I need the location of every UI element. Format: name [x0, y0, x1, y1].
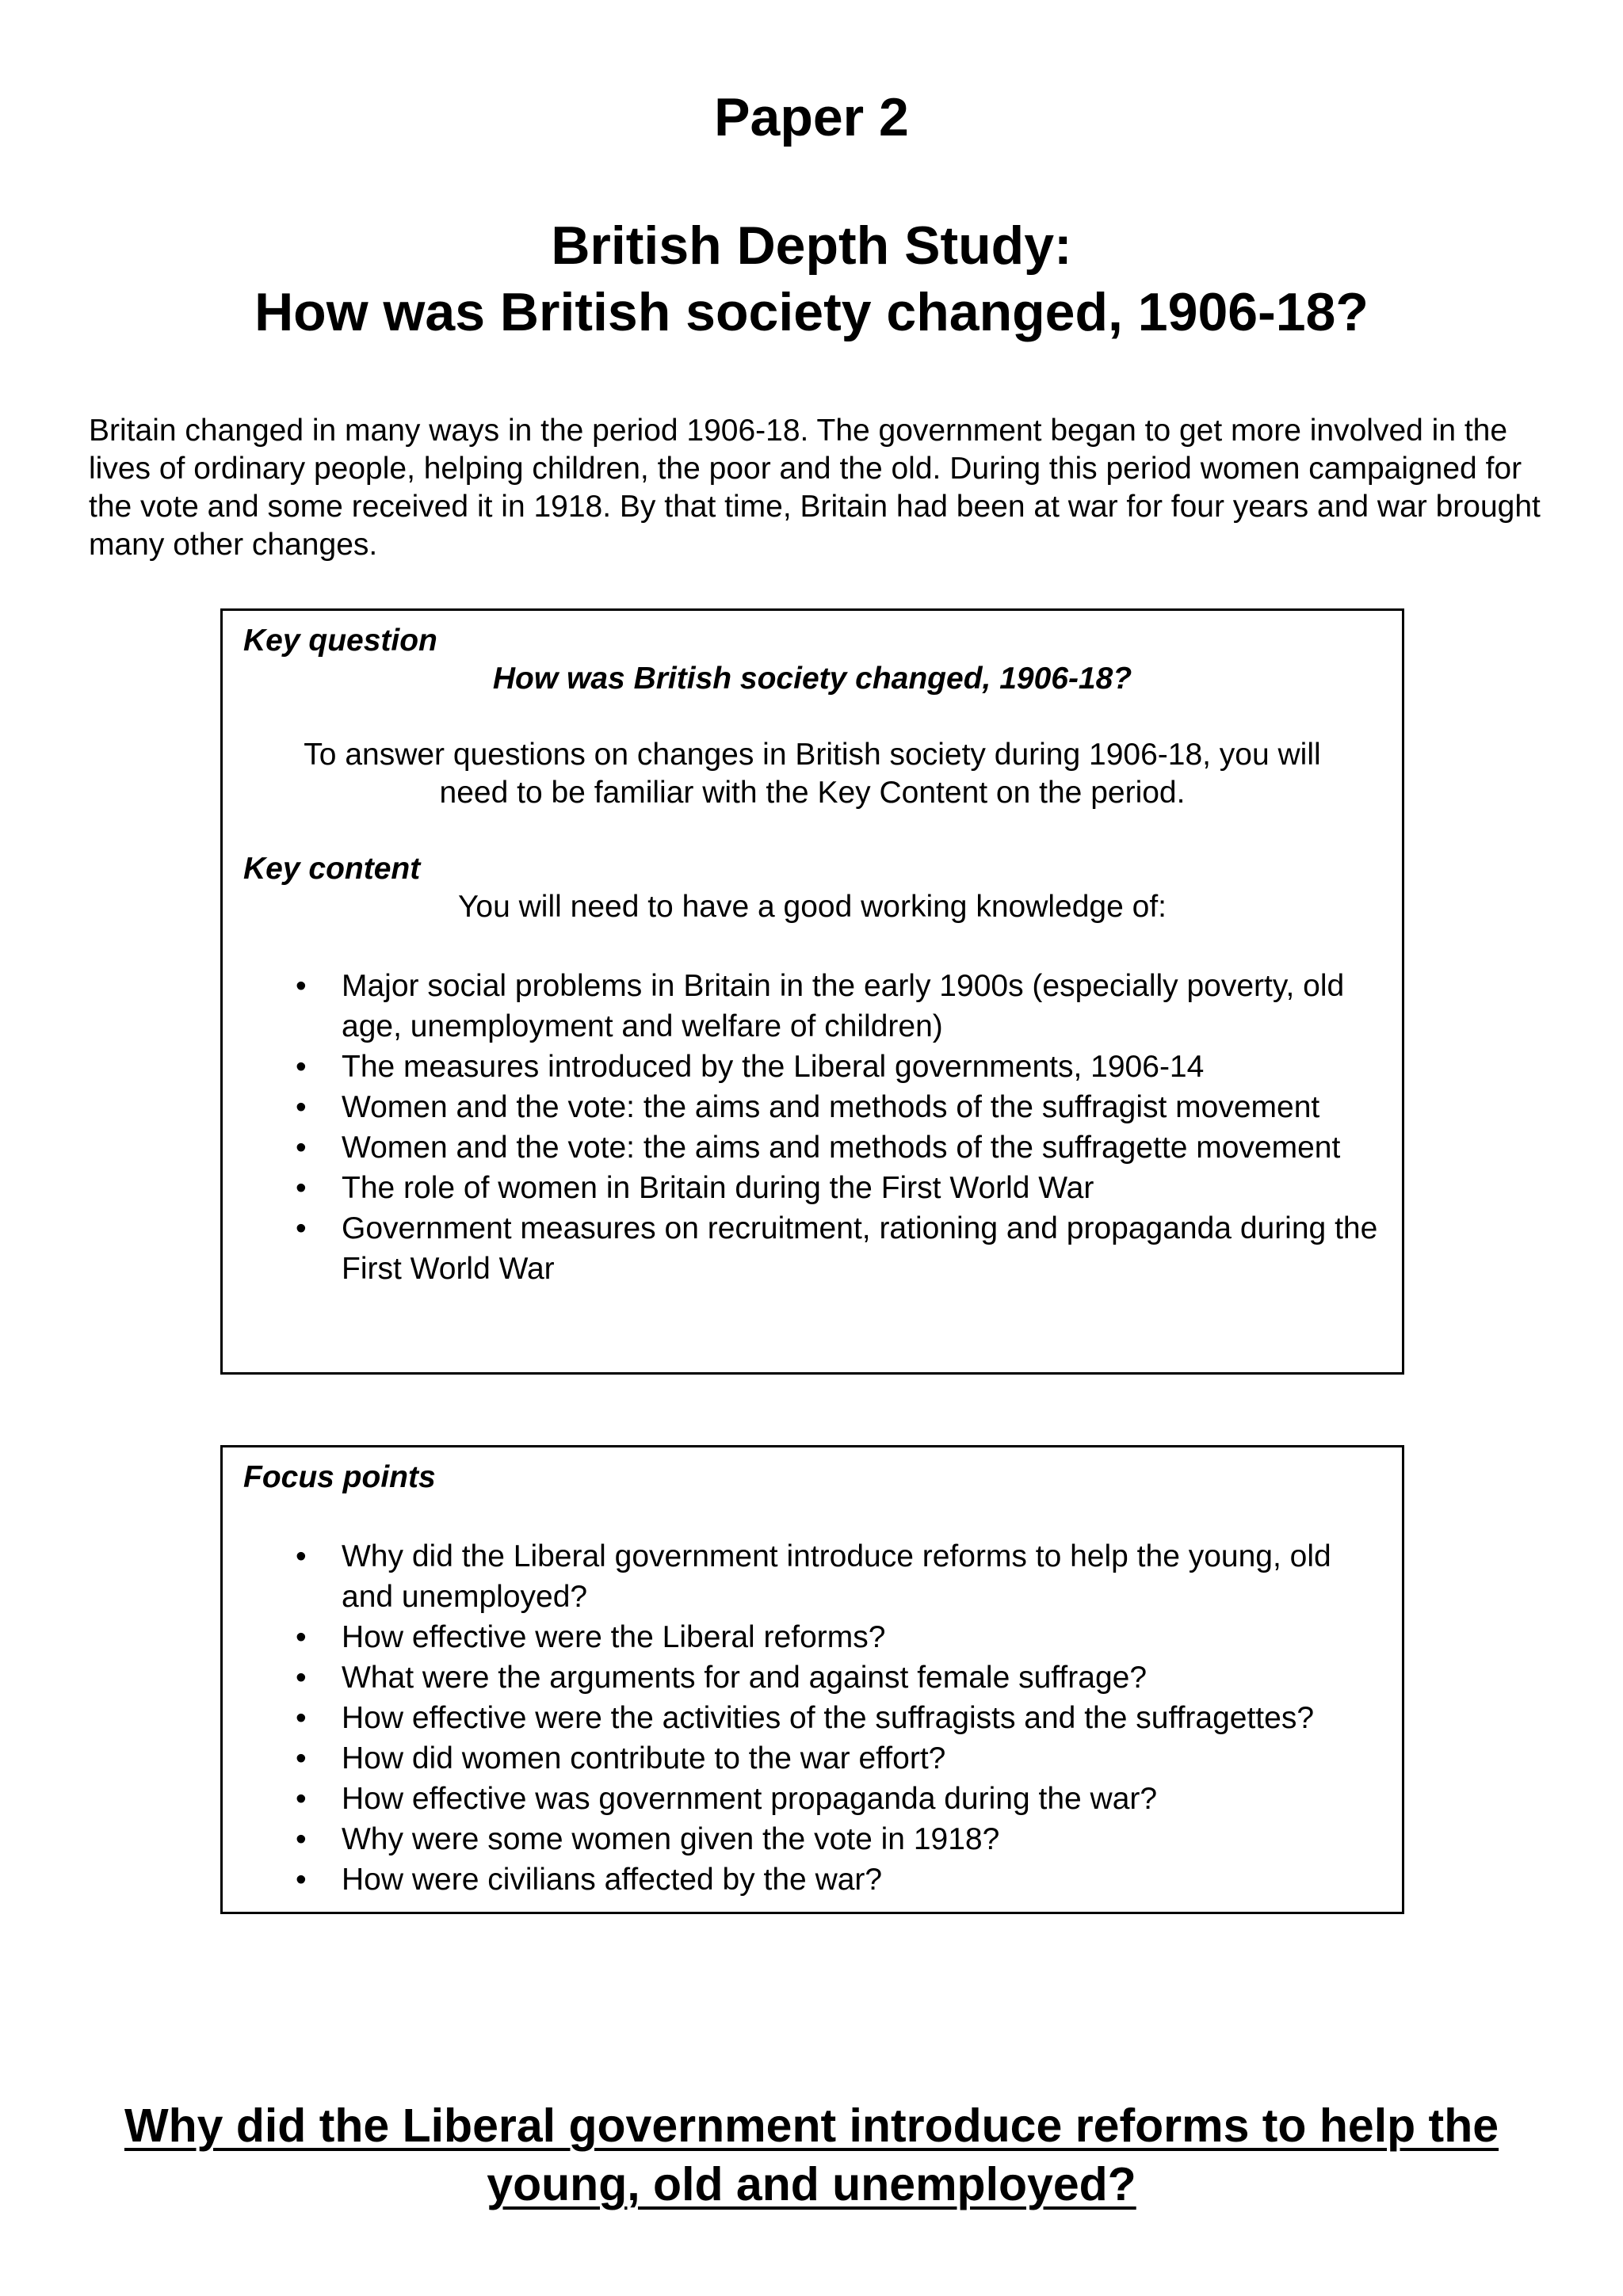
intro-paragraph: Britain changed in many ways in the period 1906-18. The government began to get more involved in the lives of ordinary people, helping children, the poor and the old. During this period women campaigned for the vote and some received it in 1918. By that time, Britain had been at war for four years and war brought many other changes. [89, 414, 1541, 562]
key-question-box [220, 608, 1404, 1375]
bullet-icon: • [296, 969, 307, 1003]
focus-points-box [220, 1445, 1404, 1914]
key-content-item-text: Government measures on recruitment, rationing and propaganda during the First World War [342, 1211, 1378, 1286]
focus-point-item [223, 1617, 1402, 1657]
key-content-intro: You will need to have a good working knowledge of: [457, 890, 1167, 924]
focus-point-item-text: Why did the Liberal government introduce reforms to help the young, old and unemployed? [342, 1539, 1331, 1614]
key-content-item-text: Women and the vote: the aims and methods of the suffragette movement [342, 1131, 1341, 1165]
focus-point-item [223, 1738, 1402, 1779]
bullet-icon: • [296, 1782, 307, 1816]
focus-points-label: Focus points [243, 1460, 436, 1494]
key-content-label: Key content [243, 852, 421, 886]
focus-points-list [223, 1536, 1402, 1900]
focus-point-item-text: How were civilians affected by the war? [342, 1863, 883, 1897]
bullet-icon: • [296, 1050, 307, 1084]
key-question-answer-line-1: To answer questions on changes in British society during 1906-18, you will [304, 738, 1321, 772]
bullet-icon: • [296, 1211, 307, 1245]
bullet-icon: • [296, 1090, 307, 1124]
focus-point-item-text: Why were some women given the vote in 1918? [342, 1822, 1000, 1856]
bullet-icon: • [296, 1620, 307, 1654]
bullet-icon: • [296, 1701, 307, 1735]
focus-point-item [223, 1819, 1402, 1859]
focus-point-item [223, 1536, 1402, 1617]
key-content-item-text: The measures introduced by the Liberal governments, 1906-14 [342, 1050, 1205, 1084]
bullet-icon: • [296, 1171, 307, 1205]
key-content-item-text: Women and the vote: the aims and methods of the suffragist movement [342, 1090, 1320, 1124]
key-question-answer-line-2: need to be familiar with the Key Content on the period. [439, 776, 1186, 810]
key-content-item [223, 1208, 1402, 1289]
focus-point-item [223, 1779, 1402, 1819]
key-content-item-text: The role of women in Britain during the First World War [342, 1171, 1094, 1205]
focus-point-item [223, 1657, 1402, 1698]
section-heading [0, 2096, 1623, 2214]
key-content-item [223, 1087, 1402, 1127]
key-content-item-text: Major social problems in Britain in the early 1900s (especially poverty, old age, unemployment and welfare of children) [342, 969, 1345, 1043]
key-content-item [223, 966, 1402, 1047]
study-title [0, 212, 1623, 345]
study-title-line-2: How was British society changed, 1906-18? [254, 282, 1369, 342]
bullet-icon: • [296, 1741, 307, 1775]
paper-title: Paper 2 [714, 87, 909, 147]
key-content-item [223, 1168, 1402, 1208]
bullet-icon: • [296, 1661, 307, 1695]
focus-point-item [223, 1859, 1402, 1900]
bullet-icon: • [296, 1863, 307, 1897]
focus-point-item-text: How did women contribute to the war effort? [342, 1741, 946, 1775]
section-heading-line-1: Why did the Liberal government introduce reforms to help the [124, 2100, 1499, 2152]
focus-point-item-text: How effective were the Liberal reforms? [342, 1620, 886, 1654]
bullet-icon: • [296, 1131, 307, 1165]
study-title-line-1: British Depth Study: [551, 215, 1072, 276]
focus-point-item-text: What were the arguments for and against female suffrage? [342, 1661, 1148, 1695]
bullet-icon: • [296, 1822, 307, 1856]
bullet-icon: • [296, 1539, 307, 1573]
key-content-item [223, 1047, 1402, 1087]
focus-point-item [223, 1698, 1402, 1738]
section-heading-line-2: young, old and unemployed? [487, 2158, 1136, 2210]
key-content-item [223, 1127, 1402, 1168]
key-question-label: Key question [243, 624, 437, 658]
focus-point-item-text: How effective were the activities of the suffragists and the suffragettes? [342, 1701, 1315, 1735]
focus-point-item-text: How effective was government propaganda during the war? [342, 1782, 1158, 1816]
key-content-list [223, 966, 1402, 1289]
key-question-text: How was British society changed, 1906-18? [492, 662, 1132, 696]
